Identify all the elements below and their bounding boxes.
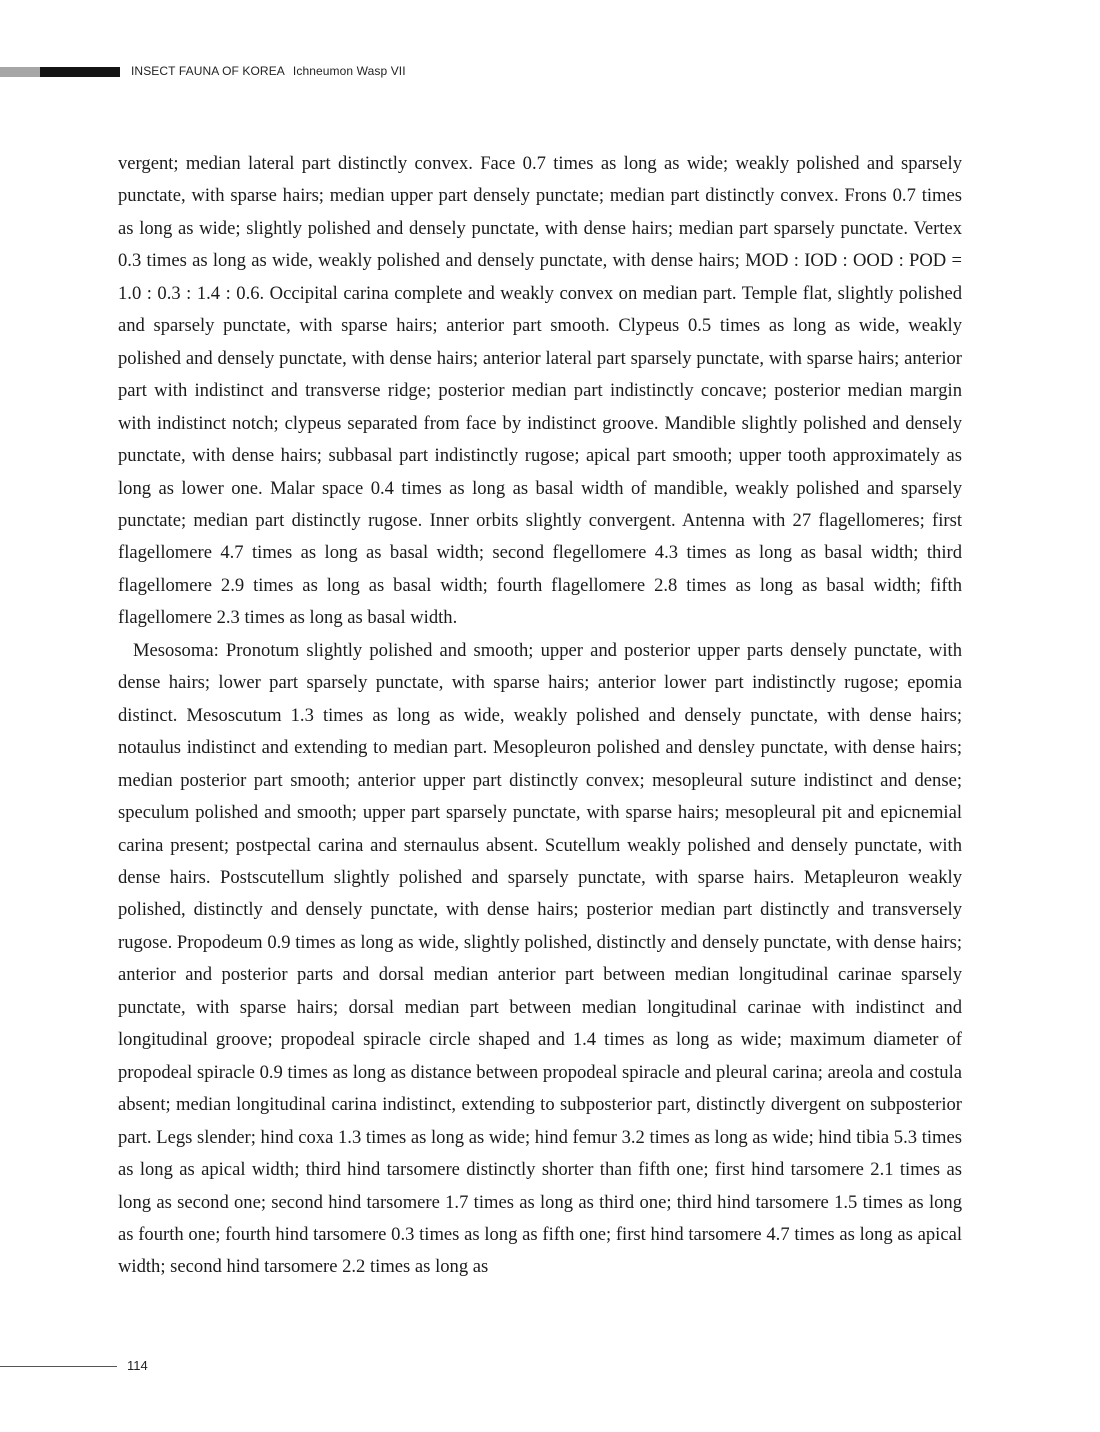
volume-title: Ichneumon Wasp VII — [292, 64, 406, 78]
footer-rule — [0, 1366, 117, 1367]
running-header — [0, 64, 600, 78]
body-text — [118, 148, 962, 1284]
page-footer — [0, 1360, 300, 1380]
running-title — [131, 64, 406, 78]
header-decor-bar-black — [40, 67, 120, 77]
paragraph-head-description: vergent; median lateral part distinctly convex. Face 0.7 times as long as wide; weakly polished and sparsely punctate, with sparse hairs; median upper part densely punctate; median part distinctly convex. Frons 0.7 times as long as wide; slightly polished and densely punctate, with dense hairs; median part sparsely punctate. Vertex 0.3 times as long as wide, weakly polished and densely punctate, with dense hairs; MOD : IOD : OOD : POD = 1.0 : 0.3 : 1.4 : 0.6. Occipital carina complete and weakly convex on median part. Temple flat, slightly polished and sparsely punctate, with sparse hairs; anterior part smooth. Clypeus 0.5 times as long as wide, weakly polished and densely punctate, with dense hairs; anterior lateral part sparsely punctate, with sparse hairs; anterior part with indistinct and transverse ridge; posterior median part indistinctly concave; posterior median margin with indistinct notch; clypeus separated from face by indistinct groove. Mandible slightly polished and densely punctate, with dense hairs; subbasal part indistinctly rugose; apical part smooth; upper tooth approximately as long as lower one. Malar space 0.4 times as long as basal width of mandible, weakly polished and sparsely punctate; median part distinctly rugose. Inner orbits slightly convergent. Antenna with 27 flagellomeres; first flagellomere 4.7 times as long as basal width; second flegellomere 4.3 times as long as basal width; third flagellomere 2.9 times as long as basal width; fourth flagellomere 2.8 times as long as basal width; fifth flagellomere 2.3 times as long as basal width. — [118, 153, 962, 629]
paragraph-mesosoma: Mesosoma: Pronotum slightly polished and smooth; upper and posterior upper parts densely punctate, with dense hairs; lower part sparsely punctate, with sparse hairs; anterior lower part indistinctly rugose; epomia distinct. Mesoscutum 1.3 times as long as wide, weakly polished and densely punctate, with dense hairs; notaulus indistinct and extending to median part. Mesopleuron polished and densley punctate, with dense hairs; median posterior part smooth; anterior upper part distinctly convex; mesopleural suture indistinct and dense; speculum polished and smooth; upper part sparsely punctate, with sparse hairs; mesopleural pit and epicnemial carina present; postpectal carina and sternaulus absent. Scutellum weakly polished and densely punctate, with dense hairs. Postscutellum slightly polished and sparsely punctate, with sparse hairs. Metapleuron weakly polished, distinctly and densely punctate, with dense hairs; posterior median part distinctly and transversely rugose. Propodeum 0.9 times as long as wide, slightly polished, distinctly and densely punctate, with dense hairs; anterior and posterior parts and dorsal median anterior part between median longitudinal carinae sparsely punctate, with sparse hairs; dorsal median part between median longitudinal carinae with indistinct and longitudinal groove; propodeal spiracle circle shaped and 1.4 times as long as wide; maximum diameter of propodeal spiracle 0.9 times as long as distance between propodeal spiracle and pleural carina; areola and costula absent; median longitudinal carina indistinct, extending to subposterior part, distinctly divergent on subposterior part. Legs slender; hind coxa 1.3 times as long as wide; hind femur 3.2 times as long as wide; hind tibia 5.3 times as long as apical width; third hind tarsomere distinctly shorter than fifth one; first hind tarsomere 2.1 times as long as second one; second hind tarsomere 1.7 times as long as third one; third hind tarsomere 1.5 times as long as fourth one; fourth hind tarsomere 0.3 times as long as fifth one; first hind tarsomere 4.7 times as long as apical width; second hind tarsomere 2.2 times as long as — [118, 639, 962, 1278]
header-decor-bar-gray — [0, 67, 40, 77]
series-title: INSECT FAUNA OF KOREA — [131, 64, 285, 78]
page-number: 114 — [127, 1358, 148, 1373]
